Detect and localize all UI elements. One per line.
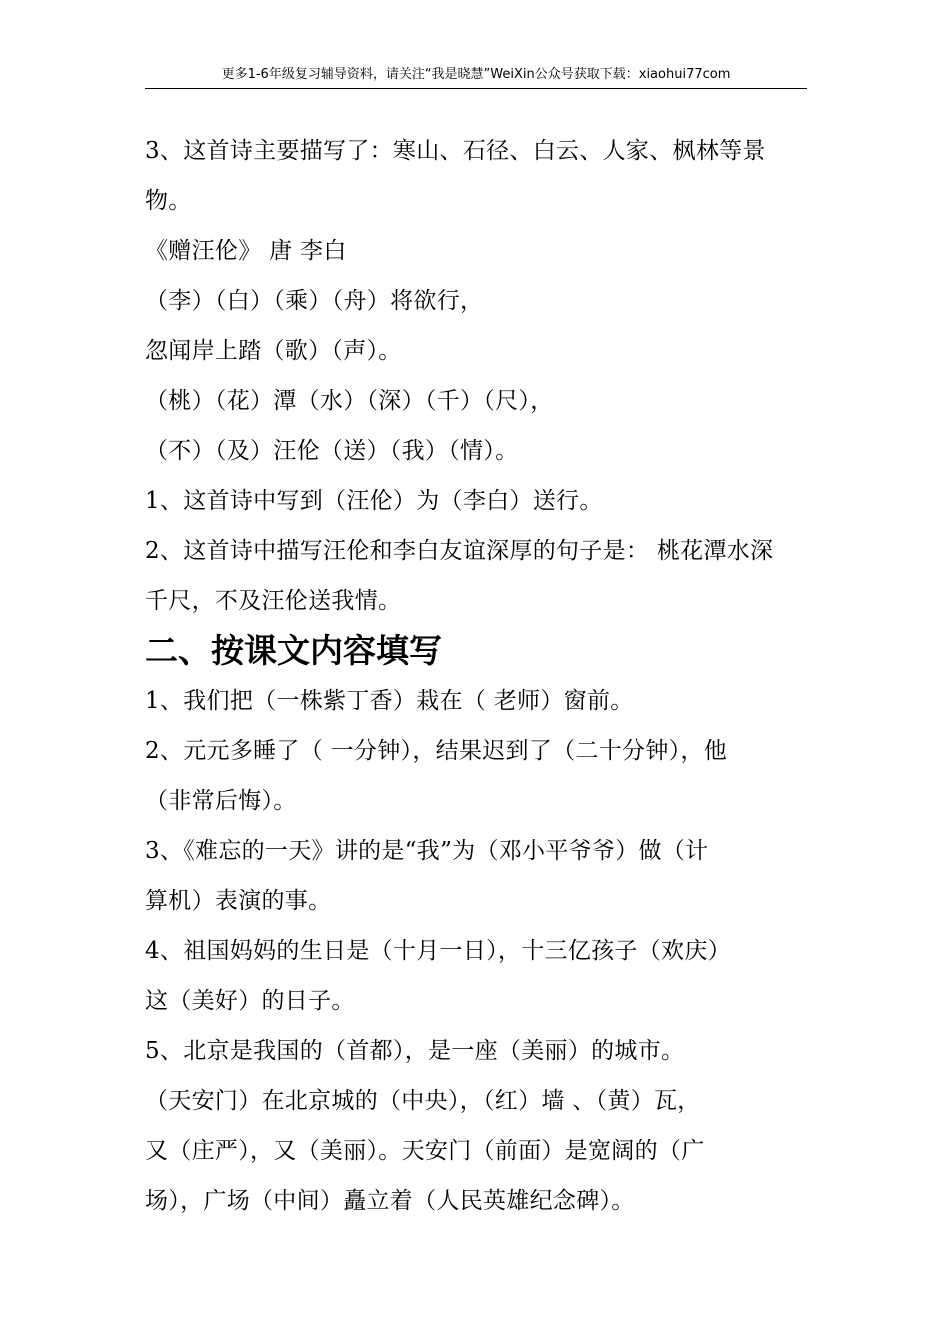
page-header: 更多1-6年级复习辅导资料，请关注“我是晓慧”WeiXin公众号获取下载：xiaohui77com [145, 62, 807, 89]
poem-title: 《赠汪伦》 唐 李白 [145, 238, 347, 264]
document-body [145, 126, 810, 1226]
question-line: 2、这首诗中描写汪伦和李白友谊深厚的句子是： 桃花潭水深 [145, 538, 774, 564]
answer-line: 3、这首诗主要描写了：寒山、石径、白云、人家、枫林等景 [145, 138, 766, 164]
fill-line: 这（美好）的日子。 [145, 988, 355, 1014]
fill-line: 算机）表演的事。 [145, 888, 332, 914]
answer-line: 物。 [145, 188, 192, 214]
fill-line: 又（庄严），又（美丽）。天安门（前面）是宽阔的（广 [145, 1138, 705, 1164]
fill-line: 2、元元多睡了（ 一分钟），结果迟到了（二十分钟），他 [145, 738, 728, 764]
fill-line: 1、我们把（一株紫丁香）栽在（ 老师）窗前。 [145, 688, 634, 714]
section-heading: 二、按课文内容填写 [145, 631, 442, 670]
fill-line: （天安门）在北京城的（中央），（红）墙 、（黄）瓦， [145, 1088, 701, 1114]
fill-line: （非常后悔）。 [145, 788, 297, 814]
question-line: 1、这首诗中写到（汪伦）为（李白）送行。 [145, 488, 603, 514]
poem-line: （不）（及）汪伦（送）（我）（情）。 [145, 438, 519, 464]
fill-line: 4、祖国妈妈的生日是（十月一日），十三亿孩子（欢庆） [145, 938, 731, 964]
poem-line: （李）（白）（乘）（舟）将欲行， [145, 288, 484, 314]
fill-line: 3、《难忘的一天》讲的是“我”为（邓小平爷爷）做（计 [145, 838, 709, 864]
poem-line: （桃）（花）潭（水）（深）（千）（尺）， [145, 388, 554, 414]
fill-line: 场），广场（中间）矗立着（人民英雄纪念碑）。 [145, 1188, 635, 1214]
fill-line: 5、北京是我国的（首都），是一座（美丽）的城市。 [145, 1038, 685, 1064]
question-line: 千尺，不及汪伦送我情。 [145, 588, 402, 614]
poem-line: 忽闻岸上踏（歌）（声）。 [145, 338, 402, 364]
